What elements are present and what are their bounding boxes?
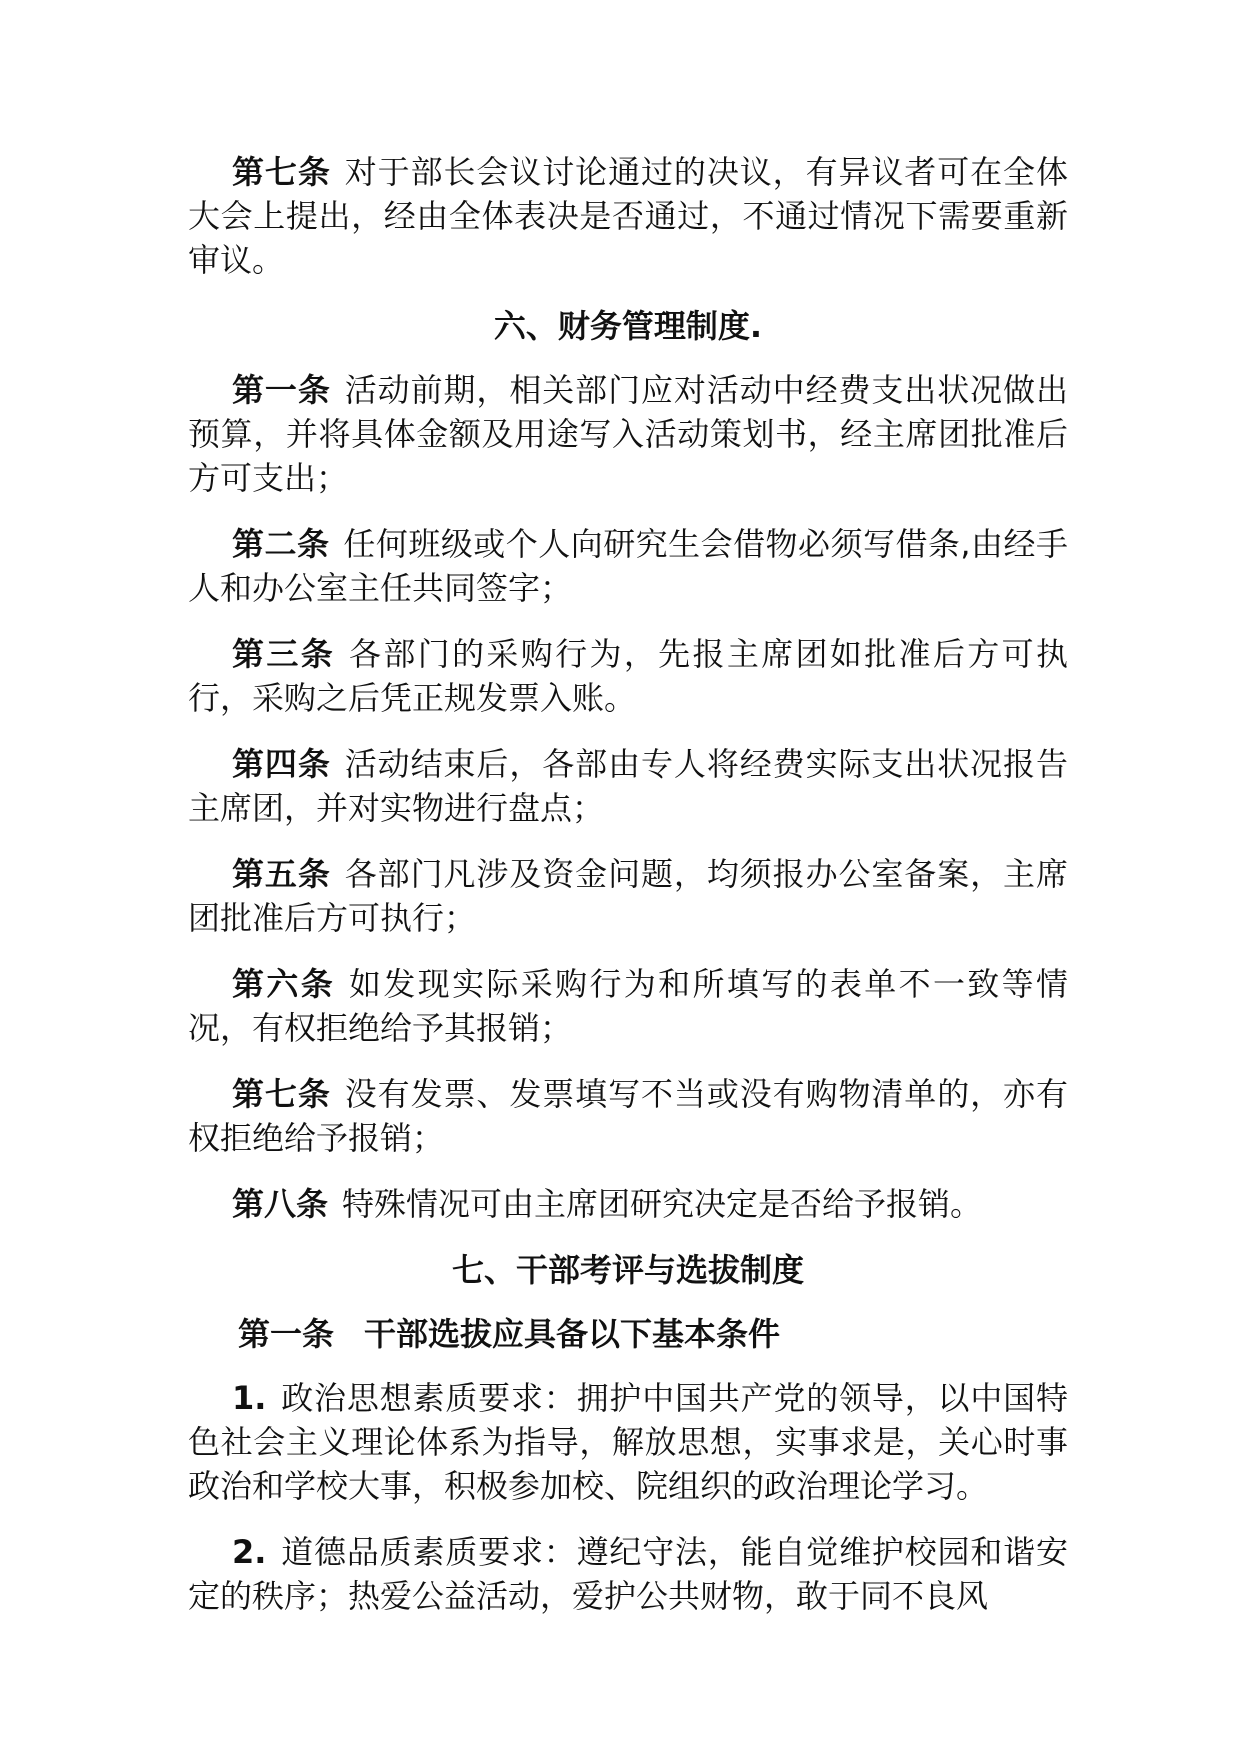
section6-title: 六、财务管理制度. <box>493 307 763 345</box>
section6-article3 <box>188 632 1068 720</box>
article-text: 特殊情况可由主席团研究决定是否给予报销。 <box>342 1185 983 1223</box>
section6-article6 <box>188 962 1068 1050</box>
article-label: 第五条 <box>232 855 331 893</box>
article-text: 对于部长会议讨论通过的决议，有异议者可在全体大会上提出，经由全体表决是否通过，不通过情况下需要重新审议。 <box>188 153 1068 279</box>
item-text: 道德品质素质要求：遵纪守法，能自觉维护校园和谐安定的秩序；热爱公益活动，爱护公共财物，敢于同不良风 <box>188 1533 1068 1615</box>
requirement-item-1 <box>188 1376 1068 1508</box>
article-label: 第七条 <box>232 153 331 191</box>
article-label: 第三条 <box>232 635 336 673</box>
article-text: 如发现实际采购行为和所填写的表单不一致等情况，有权拒绝给予其报销； <box>188 965 1068 1047</box>
article-label: 第八条 <box>232 1185 329 1223</box>
article-text: 任何班级或个人向研究生会借物必须写借条,由经手人和办公室主任共同签字； <box>188 525 1068 607</box>
section6-article2 <box>188 522 1068 610</box>
article-label: 第一条 <box>232 371 331 409</box>
section6-article4 <box>188 742 1068 830</box>
section7-article1-heading <box>188 1312 1068 1356</box>
item-number: 2. <box>232 1533 267 1571</box>
section6-article1 <box>188 368 1068 500</box>
document-body <box>188 150 1068 1640</box>
article-label: 第一条 <box>238 1315 335 1353</box>
section5-article7 <box>188 150 1068 282</box>
article-label: 第六条 <box>232 965 336 1003</box>
item-text: 政治思想素质要求：拥护中国共产党的领导，以中国特色社会主义理论体系为指导，解放思想，实事求是，关心时事政治和学校大事，积极参加校、院组织的政治理论学习。 <box>188 1379 1068 1505</box>
requirement-item-2 <box>188 1530 1068 1618</box>
article-text: 没有发票、发票填写不当或没有购物清单的，亦有权拒绝给予报销； <box>188 1075 1068 1157</box>
article-text: 各部门凡涉及资金问题，均须报办公室备案，主席团批准后方可执行； <box>188 855 1068 937</box>
article-label: 第二条 <box>232 525 330 563</box>
section6-article5 <box>188 852 1068 940</box>
article-label: 第四条 <box>232 745 331 783</box>
article-text: 活动前期，相关部门应对活动中经费支出状况做出预算，并将具体金额及用途写入活动策划书，经主席团批准后方可支出； <box>188 371 1068 497</box>
section6-article8 <box>188 1182 1068 1226</box>
section7-title: 七、干部考评与选拔制度 <box>451 1251 804 1289</box>
article-text: 活动结束后，各部由专人将经费实际支出状况报告主席团，并对实物进行盘点； <box>188 745 1068 827</box>
article-text: 干部选拔应具备以下基本条件 <box>364 1315 781 1353</box>
article-text: 各部门的采购行为，先报主席团如批准后方可执行，采购之后凭正规发票入账。 <box>188 635 1068 717</box>
section6-article7 <box>188 1072 1068 1160</box>
item-number: 1. <box>232 1379 267 1417</box>
article-label: 第七条 <box>232 1075 331 1113</box>
